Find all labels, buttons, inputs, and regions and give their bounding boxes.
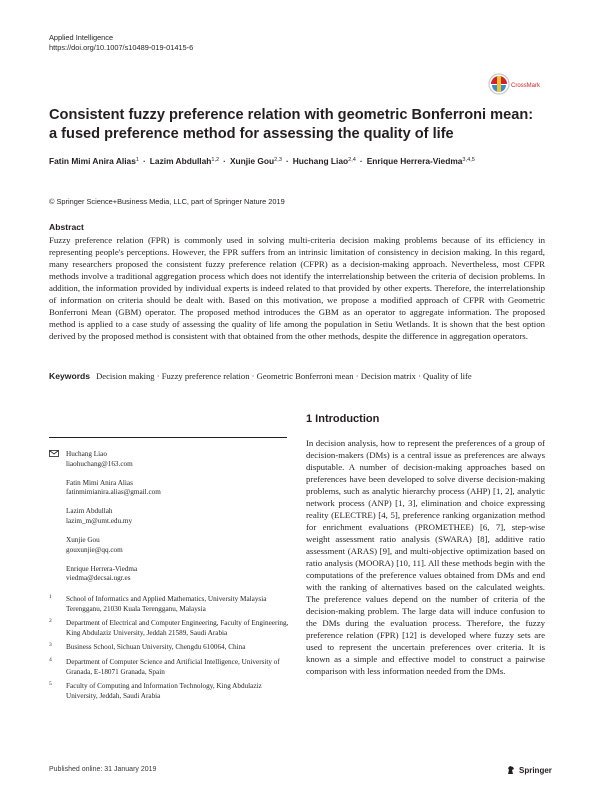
affiliation-entry — [49, 643, 289, 653]
doi-link[interactable]: https://doi.org/10.1007/s10489-019-01415-6 — [49, 42, 194, 52]
crossmark-label: CrossMark — [511, 83, 541, 89]
keywords-line — [49, 371, 549, 381]
author-separator: · — [223, 156, 226, 166]
author-separator: · — [359, 156, 363, 166]
affiliation-text: School of Informatics and Applied Mathematics, University Malaysia Terengganu, 21030 Kuala Terengganu, Malaysia — [66, 595, 267, 613]
affiliation-text: Faculty of Computing and Information Technology, King Abdulaziz University, Jeddah, Saudi Arabia — [66, 682, 262, 700]
affiliation-number: 5 — [49, 681, 52, 688]
contact-name: Lazim Abdullah — [66, 507, 113, 516]
author-affiliation: 2,3 — [274, 157, 282, 163]
envelope-icon — [49, 450, 66, 469]
affiliation-text: Department of Computer Science and Artificial Intelligence, University of Granada, E-18071 Granada, Spain — [66, 657, 280, 676]
affiliation-entry — [49, 595, 289, 614]
affiliation-entry — [49, 658, 289, 677]
contact-email[interactable]: viedma@decsai.ugr.es — [66, 574, 131, 583]
author-name[interactable]: Enrique Herrera-Viedma — [366, 156, 463, 166]
footnote-divider — [49, 437, 287, 438]
introduction-text: In decision analysis, how to represent the preferences of a group of decision-makers (DMs) is a central issue as preferences are always disputable. A number of decision-making approaches based on preferences have been developed to solve diverse decision-making problems, such as analytic hierarchy process (AHP) [1, 2], analytic network process (ANP) [1, 3], elimination and choice expressing reality (ELECTRE) [4, 5], preference ranking organization method for enrichment evaluations (PROMETHEE) [6, 7], step-wise weight assessment ratio analysis (SWARA) [8], additive ratio assessment (ARAS) [9], and multi-objective optimization based on ratio analysis (MOORA) [10, 11]. All these methods begin with the computations of the preference values obtained from DMs and end with the ranking of alternatives based on the calculated weights. The preference values depend on the number of criteria of the decision-making problem. The large data will induce confusion to the DMs during the evaluation process. Therefore, the fuzzy preference relation (FPR) [12] is developed where fuzzy sets are used to represent the uncertain preferences over criteria. It is known as a simple and effective model to construct a pairwise comparison with less information needed from the DMs. — [306, 438, 545, 676]
contact-entry — [49, 479, 289, 498]
author-name[interactable]: Fatin Mimi Anira Alias — [49, 156, 136, 166]
author-name[interactable]: Huchang Liao — [292, 156, 349, 166]
affiliation-number: 3 — [49, 642, 52, 649]
author-name[interactable]: Xunjie Gou — [229, 156, 275, 166]
journal-header — [49, 33, 193, 52]
journal-name: Applied Intelligence — [49, 33, 114, 42]
abstract-text: Fuzzy preference relation (FPR) is commonly used in solving multi-criteria decision making problems because of its efficiency in representing people's perceptions. However, the FPR suffers from an intrinsic limitation of consistency in decision making. In this regard, many researchers proposed the consistent fuzzy preference relation (CFPR) as a decision-making approach. Nevertheless, most CFPR methods involve a traditional aggregation process which does not identify the interrelationship between the criteria of decision problems. In addition, the information provided by individual experts is indeed related to that provided by other experts. Therefore, the interrelationship of information on criteria should be dealt with. Based on this motivation, we propose a modified approach of CFPR with Geometric Bonferroni Mean (GBM) operator. The proposed method introduces the GBM as an operator to aggregate information. The proposed method is applied to a case study of assessing the quality of life among the population in Setiu Wetlands. It is shown that the best option derived by the proposed method is consistent with that obtained from the other methods, despite the difference in aggregation operators. — [49, 235, 545, 341]
published-online-date: Published online: 31 January 2019 — [49, 766, 157, 773]
author-affiliation: 3,4,5 — [462, 157, 475, 163]
affiliation-number: 2 — [49, 618, 52, 625]
author-affiliation: 2,4 — [348, 157, 356, 163]
title-line-2: a fused preference method for assessing the quality of life — [49, 126, 454, 142]
affiliation-list — [49, 595, 289, 706]
contact-entry — [49, 507, 289, 526]
copyright-notice: © Springer Science+Business Media, LLC, part of Springer Nature 2019 — [49, 197, 285, 206]
contact-email[interactable]: gouxunjie@qq.com — [66, 545, 123, 554]
author-affiliation: 1 — [135, 157, 139, 163]
contact-email[interactable]: lazim_m@umt.edu.my — [66, 516, 133, 525]
affiliation-text: Department of Electrical and Computer Engineering, Faculty of Engineering, King Abdulaziz University, Jeddah 21589, Saudi Arabia — [66, 619, 289, 637]
affiliation-number: 1 — [49, 594, 52, 600]
contact-entry — [49, 536, 289, 555]
author-list — [49, 156, 569, 166]
keywords-label: Keywords — [49, 371, 91, 381]
contact-email[interactable]: fatinmimianira.alias@gmail.com — [66, 488, 161, 497]
corresponding-contacts — [49, 450, 289, 593]
contact-name: Fatin Mimi Anira Alias — [66, 478, 133, 487]
contact-email[interactable]: liaohuchang@163.com — [66, 459, 133, 468]
affiliation-entry — [49, 619, 289, 638]
keywords-text: Decision making · Fuzzy preference relation · Geometric Bonferroni mean · Decision matrix · Quality of life — [96, 371, 472, 381]
author-separator: · — [143, 156, 146, 166]
author-affiliation: 1,2 — [211, 157, 220, 163]
affiliation-number: 4 — [49, 656, 52, 663]
title-line-1: Consistent fuzzy preference relation with geometric Bonferroni mean: — [49, 107, 534, 123]
publisher-name: Springer — [519, 765, 552, 775]
crossmark-badge[interactable] — [488, 72, 548, 98]
abstract-heading: Abstract — [49, 222, 84, 232]
contact-name: Enrique Herrera-Viedma — [66, 564, 138, 573]
springer-logo — [506, 765, 552, 775]
affiliation-text: Business School, Sichuan University, Chengdu 610064, China — [66, 643, 246, 652]
section-heading-introduction: 1 Introduction — [306, 413, 380, 425]
author-name[interactable]: Lazim Abdullah — [149, 156, 212, 166]
affiliation-entry — [49, 682, 289, 701]
contact-name: Huchang Liao — [66, 450, 107, 458]
paper-title — [49, 106, 549, 144]
crossmark-icon — [488, 72, 548, 98]
contact-entry — [49, 450, 289, 469]
contact-name: Xunjie Gou — [66, 536, 100, 545]
springer-horse-icon — [506, 765, 516, 775]
contact-entry — [49, 565, 289, 584]
author-separator: · — [285, 156, 289, 166]
